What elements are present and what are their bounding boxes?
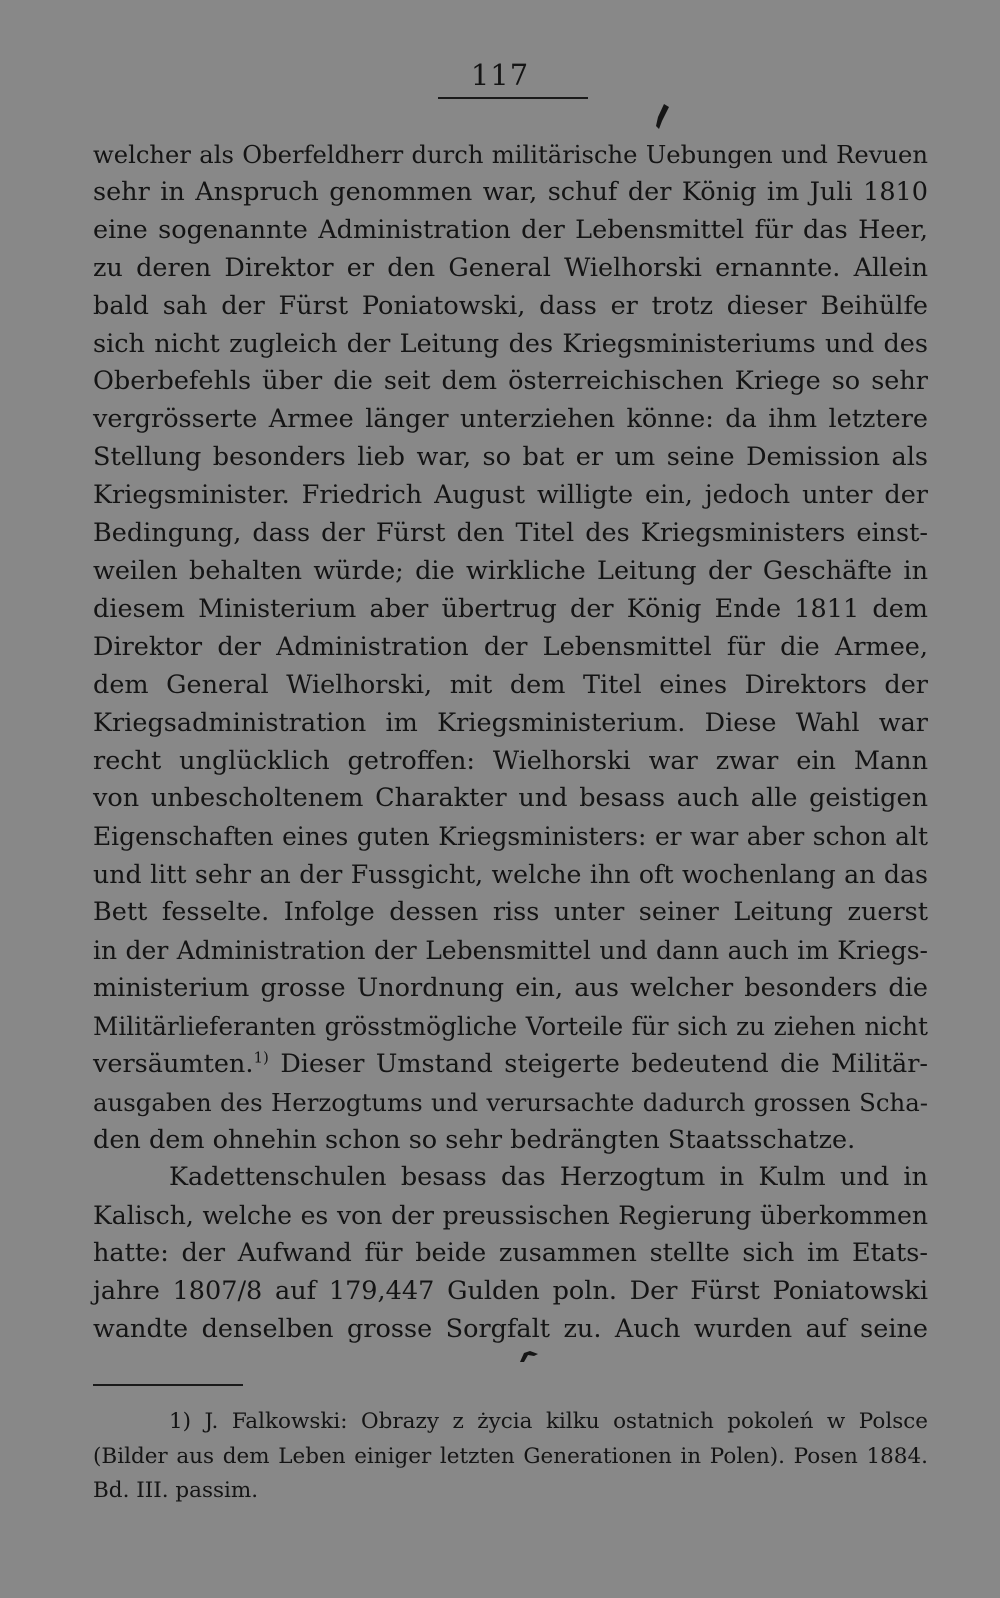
- body-line: Bedingung, dass der Fürst den Titel des Kriegsministers einst-: [93, 518, 928, 549]
- body-line: ausgaben des Herzogtums und verursachte dadurch grossen Scha-: [93, 1087, 928, 1117]
- body-line: den dem ohnehin schon so sehr bedrängten Staatsschatze.: [93, 1124, 856, 1155]
- body-line: weilen behalten würde; die wirkliche Leitung der Geschäfte in: [93, 555, 928, 586]
- footnote-line: 1) J. Falkowski: Obrazy z życia kilku ostatnich pokoleń w Polsce: [169, 1409, 928, 1434]
- body-line: sich nicht zugleich der Leitung des Kriegsministeriums und des: [93, 328, 928, 359]
- footnote-rule: [93, 1384, 243, 1386]
- body-line: welcher als Oberfeldherr durch militärische Uebungen und Revuen: [93, 140, 928, 169]
- body-line: eine sogenannte Administration der Lebensmittel für das Heer,: [93, 214, 928, 245]
- body-line: Kriegsadministration im Kriegsministerium. Diese Wahl war: [93, 707, 928, 738]
- body-line-with-footnote: [93, 1046, 928, 1084]
- footnote-line: Bd. III. passim.: [93, 1478, 259, 1503]
- body-line-start: versäumten.: [93, 1048, 254, 1079]
- body-line: Stellung besonders lieb war, so bat er um seine Demission als: [93, 442, 928, 473]
- body-line: bald sah der Fürst Poniatowski, dass er trotz dieser Beihülfe: [93, 290, 928, 321]
- body-line: von unbescholtenem Charakter und besass auch alle geistigen: [93, 783, 928, 814]
- body-line: Kriegsminister. Friedrich August willigte ein, jedoch unter der: [93, 480, 928, 511]
- ink-blot-bottom: [518, 1349, 540, 1363]
- body-line: Oberbefehls über die seit dem österreichischen Kriege so sehr: [93, 366, 928, 397]
- body-line: in der Administration der Lebensmittel und dann auch im Kriegs-: [93, 936, 928, 966]
- page-number: 117: [470, 58, 530, 92]
- body-line: Eigenschaften eines guten Kriegsministers: er war aber schon alt: [93, 822, 928, 852]
- paragraph-start-line: Kadettenschulen besass das Herzogtum in Kulm und in: [169, 1162, 928, 1193]
- body-line: Kalisch, welche es von der preussischen Regierung überkommen: [93, 1201, 928, 1231]
- body-line: wandte denselben grosse Sorgfalt zu. Auch wurden auf seine: [93, 1314, 928, 1345]
- body-line-rest: Dieser Umstand steigerte bedeutend die Militär-: [280, 1048, 928, 1079]
- body-line: recht unglücklich getroffen: Wielhorski war zwar ein Mann: [93, 745, 928, 776]
- body-line: Direktor der Administration der Lebensmittel für die Armee,: [93, 631, 928, 662]
- body-line: zu deren Direktor er den General Wielhorski ernannte. Allein: [93, 252, 928, 283]
- footnote-reference: 1): [253, 1048, 269, 1067]
- body-text: [93, 136, 928, 1349]
- body-line: diesem Ministerium aber übertrug der König Ende 1811 dem: [93, 593, 928, 624]
- body-line: Militärlieferanten grösstmögliche Vorteile für sich zu ziehen nicht: [93, 1011, 928, 1041]
- body-line: jahre 1807/8 auf 179,447 Gulden poln. Der Fürst Poniatowski: [93, 1276, 928, 1307]
- footnote-line: (Bilder aus dem Leben einiger letzten Generationen in Polen). Posen 1884.: [93, 1443, 928, 1469]
- body-line: vergrösserte Armee länger unterziehen könne: da ihm letztere: [93, 404, 928, 435]
- body-line: dem General Wielhorski, mit dem Titel eines Direktors der: [93, 669, 928, 700]
- body-line: hatte: der Aufwand für beide zusammen stellte sich im Etats-: [93, 1238, 928, 1269]
- body-line: Bett fesselte. Infolge dessen riss unter seiner Leitung zuerst: [93, 897, 928, 928]
- ink-blot-top: [655, 104, 669, 130]
- body-line: sehr in Anspruch genommen war, schuf der König im Juli 1810: [93, 176, 928, 207]
- body-line: ministerium grosse Unordnung ein, aus welcher besonders die: [93, 972, 928, 1003]
- page-number-rule: [438, 97, 588, 99]
- footnotes: [93, 1405, 928, 1509]
- body-line: und litt sehr an der Fussgicht, welche ihn oft wochenlang an das: [93, 860, 928, 890]
